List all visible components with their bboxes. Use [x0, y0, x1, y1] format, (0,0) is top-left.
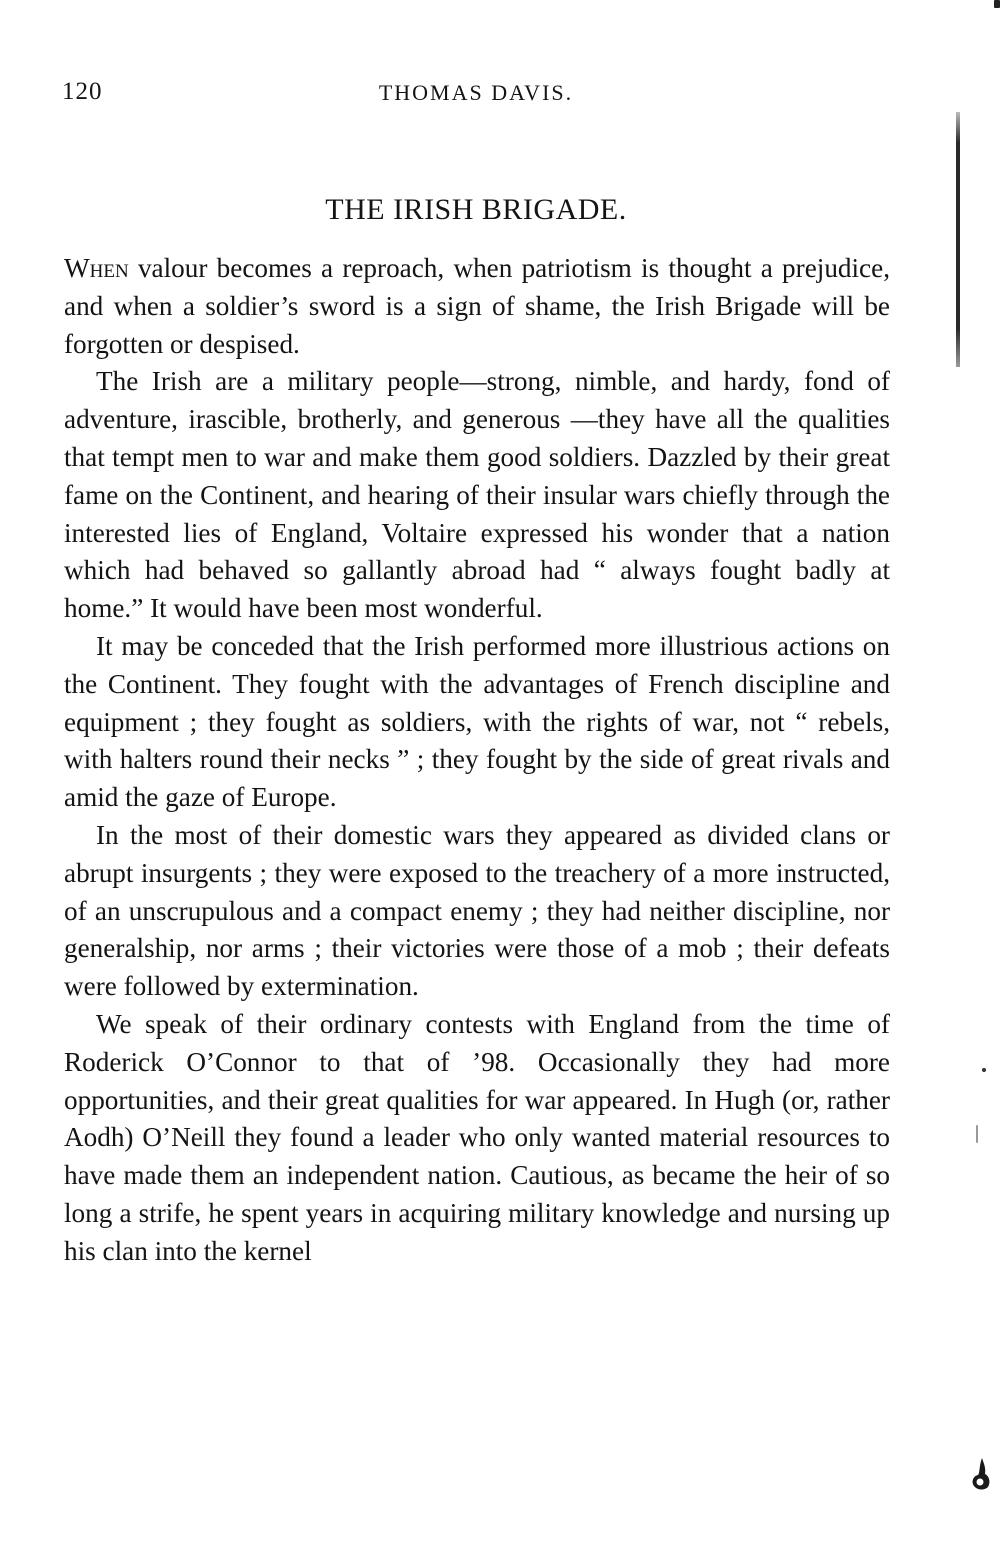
- paragraph-lead-word: When: [64, 253, 129, 283]
- scan-speck: [994, 0, 1000, 8]
- paragraph-2: The Irish are a military people—strong, nimble, and hardy, fond of adventure, irascible, brotherly, and generous —they have all the qualities that tempt men to war and make them good soldiers. Dazzled by their great fame on the Continent, and hearing of their insular wars chiefly through the interested lies of England, Voltaire expressed his wonder that a nation which had behaved so gallantly abroad had “ always fought badly at home.” It would have been most wonderful.: [64, 366, 890, 624]
- paragraph-3: It may be conceded that the Irish performed more illustrious actions on the Continent. They fought with the advantages of French discipline and equipment ; they fought as soldiers, with the rights of war, not “ rebels, with halters round their necks ” ; they fought by the side of great rivals and amid the gaze of Europe.: [64, 630, 890, 813]
- running-head: [62, 78, 890, 112]
- paragraph-text: valour becomes a reproach, when patriotism is thought a prejudice, and when a soldier’s sword is a sign of shame, the Irish Brigade will be forgotten or despised.: [64, 253, 890, 359]
- running-title: THOMAS DAVIS.: [378, 80, 574, 105]
- scan-speck: [976, 1125, 978, 1143]
- chapter-title: THE IRISH BRIGADE.: [325, 193, 627, 226]
- paragraph-4: In the most of their domestic wars they appeared as divided clans or abrupt insurgents ; they were exposed to the treachery of a more instructed, of an unscrupulous and a compact enemy ; they had neither discipline, nor generalship, nor arms ; their victories were those of a mob ; their defeats were followed by extermination.: [64, 819, 890, 1002]
- paragraph-1: [64, 250, 890, 363]
- body-text: [64, 250, 890, 1271]
- scan-speck: [982, 1068, 986, 1072]
- paragraph-5: We speak of their ordinary contests with England from the time of Roderick O’Connor to that of ’98. Occasionally they had more opportunities, and their great qualities for war appeared. In Hugh (or, rather Aodh) O’Neill they found a leader who only wanted material resources to have made them an independent nation. Cautious, as became the heir of so long a strife, he spent years in acquiring military knowledge and nursing up his clan into the kernel: [64, 1008, 890, 1266]
- page-number: 120: [62, 78, 103, 105]
- scan-margin-line: [956, 112, 960, 367]
- ink-blot-mark: [968, 1456, 992, 1492]
